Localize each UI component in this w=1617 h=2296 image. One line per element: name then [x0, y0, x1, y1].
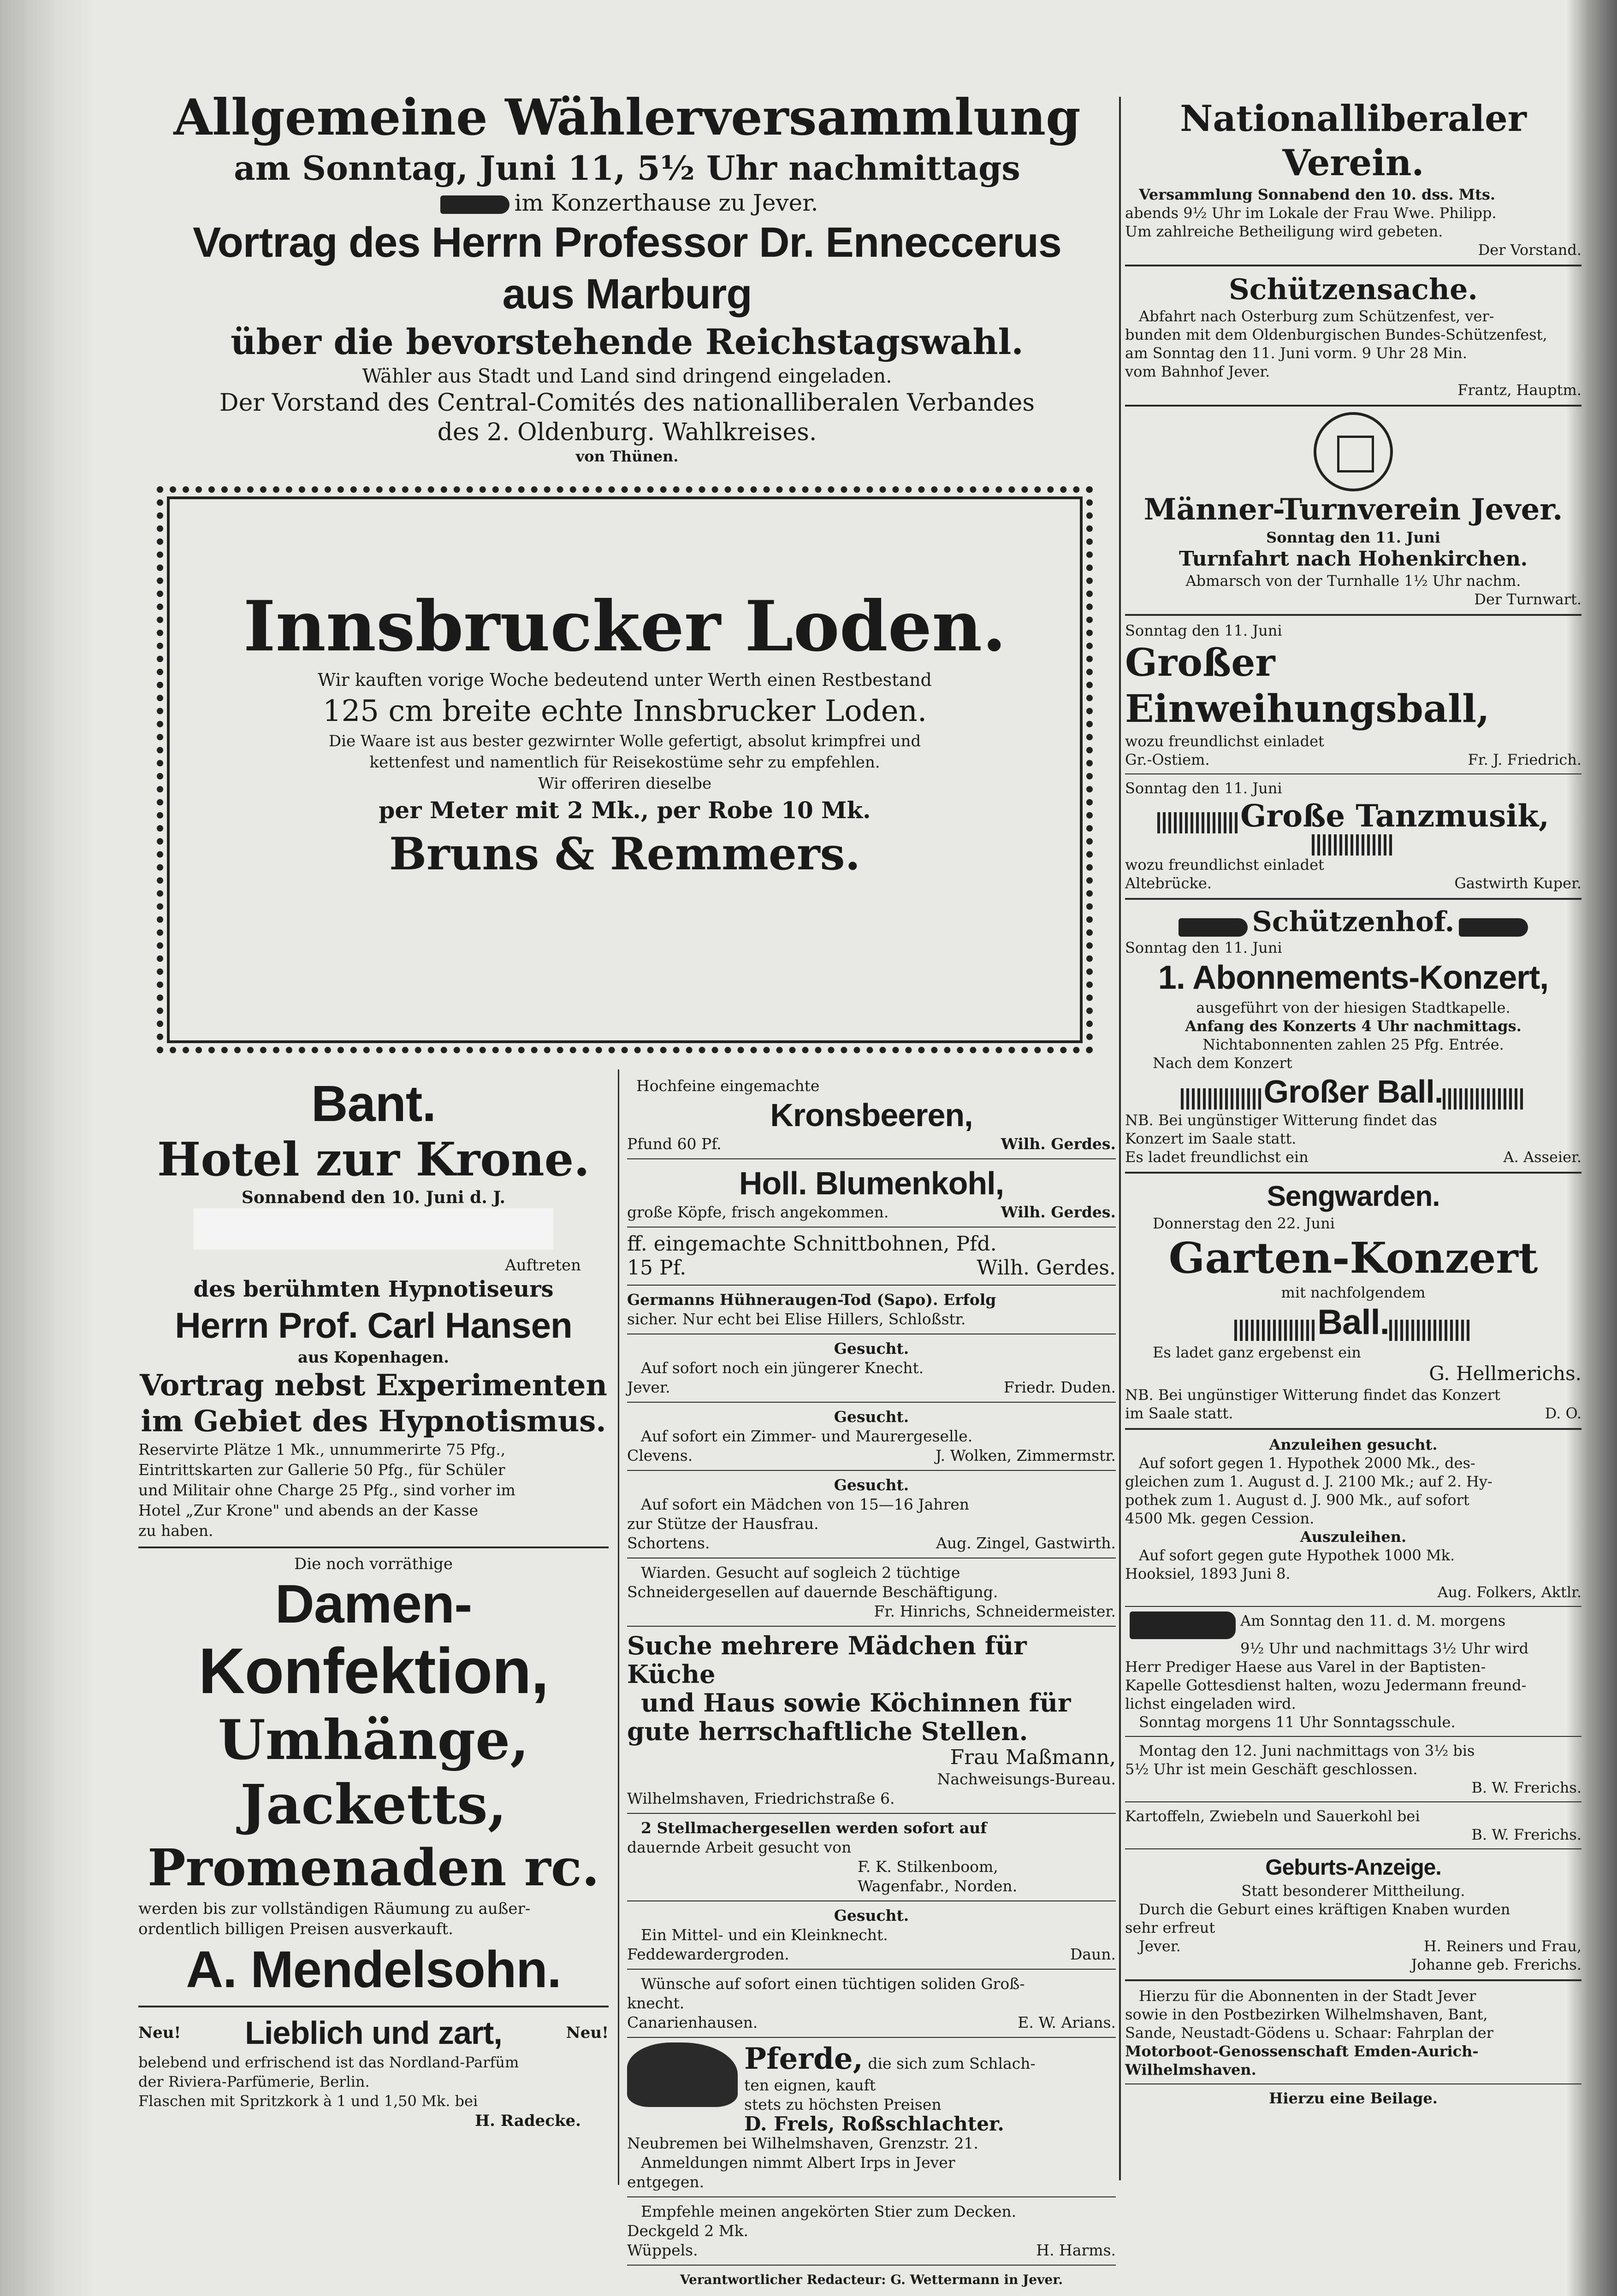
hz-right-line-2: sowie in den Postbezirken Wilhelmshaven, Bant,: [1125, 2006, 1488, 2023]
kb-firm: Wilh. Gerdes.: [1001, 1135, 1116, 1153]
bant-topic-1: Vortrag nebst Experimenten: [139, 1368, 608, 1403]
stier-place: Wüppels.: [627, 2241, 698, 2259]
an-line-3: pothek zum 1. August d. J. 900 Mk., auf sofort: [1125, 1491, 1469, 1509]
tm-name: Gastwirth Kuper.: [1454, 874, 1581, 892]
nb-line-2: im Saale statt.: [1125, 1405, 1233, 1422]
redakteur-line: Verantwortlicher Redacteur: G. Wettermann in Jever.: [680, 2272, 1063, 2287]
ga-line-1: Statt besonderer Mittheilung.: [1241, 1882, 1465, 1900]
damen-word-3: Umhänge,: [218, 1708, 529, 1772]
kb-title: Kronsbeeren,: [770, 1097, 973, 1133]
classifieds-column: [627, 1076, 1116, 2290]
an-line-4: 4500 Mk. gegen Cession.: [1125, 1510, 1315, 1527]
gb-line-2: Konzert im Saale statt.: [1125, 1130, 1297, 1147]
bant-performer: Herrn Prof. Carl Hansen: [175, 1305, 572, 1346]
parfum-new-right: Neu!: [566, 2024, 609, 2042]
ad-committee-2: des 2. Oldenburg. Wahlkreises.: [437, 419, 817, 446]
au-title: Auszuleihen.: [1300, 1528, 1407, 1546]
turner-cross-emblem-icon: [1314, 412, 1393, 491]
sh-title: Schützenhof.: [1252, 906, 1455, 938]
damen-word-4: Jacketts,: [240, 1772, 507, 1836]
eb-place: Gr.-Ostiem.: [1125, 751, 1210, 768]
ak-line-3: Nichtabonnenten zahlen 25 Pfg. Entrée.: [1202, 1036, 1504, 1053]
bant-line-1: Auftreten: [505, 1256, 581, 1275]
hz-line-2: sicher. Nur echt bei Elise Hillers, Schloßstr.: [627, 1310, 966, 1328]
ga-line-2: Durch die Geburt eines kräftigen Knaben wurden: [1139, 1901, 1510, 1918]
eb-invite: wozu freundlichst einladet: [1125, 732, 1324, 750]
bk-text: große Köpfe, frisch angekommen.: [627, 1203, 889, 1221]
ka-line: Kartoffeln, Zwiebeln und Sauerkohl bei: [1125, 1807, 1420, 1825]
gesucht-heading-2: Gesucht.: [834, 1408, 909, 1426]
nb-line-1: NB. Bei ungünstiger Witterung findet das Konzert: [1125, 1386, 1500, 1404]
au-line-1: Auf sofort gegen gute Hypothek 1000 Mk.: [1139, 1546, 1455, 1564]
gesucht-heading-1: Gesucht.: [834, 1340, 909, 1358]
au-name: Aug. Folkers, Aktlr.: [1437, 1583, 1581, 1601]
loden-line-5: Wir offeriren dieselbe: [538, 774, 712, 793]
sg-date: Donnerstag den 22. Juni: [1153, 1215, 1335, 1232]
suche-name: Frau Maßmann,: [950, 1746, 1116, 1769]
gb-title: Großer Ball.: [1263, 1074, 1443, 1110]
loden-firm: Bruns & Remmers.: [389, 828, 860, 880]
ga-line-3: sehr erfreut: [1125, 1919, 1215, 1936]
wiarden-name: Fr. Hinrichs, Schneidermeister.: [874, 1602, 1116, 1620]
tm-title: Große Tanzmusik,: [1240, 798, 1550, 834]
bant-price-1: Reservirte Plätze 1 Mk., unnummerirte 75 Pfg.,: [138, 1440, 506, 1458]
tv-line-3: Abmarsch von der Turnhalle 1½ Uhr nachm.: [1185, 572, 1521, 590]
parfum-line-1: belebend und erfrischend ist das Nordland-Parfüm: [138, 2054, 519, 2071]
parfum-firm: H. Radecke.: [475, 2112, 581, 2130]
damen-text-1: werden bis zur vollständigen Räumung zu außer-: [138, 1900, 531, 1918]
gk-title: Garten-Konzert: [1168, 1233, 1538, 1283]
sz-line-2: bunden mit dem Oldenburgischen Bundes-Schützenfest,: [1125, 326, 1547, 343]
tv-line-2: Turnfahrt nach Hohenkirchen.: [1179, 547, 1528, 571]
sz-line-1: Abfahrt nach Osterburg zum Schützenfest, ver-: [1139, 307, 1494, 325]
column-rule: [1119, 97, 1121, 2180]
ad-date: am Sonntag, Juni 11, 5½ Uhr nachmittags: [234, 148, 1020, 188]
ad-from: aus Marburg: [502, 271, 752, 318]
nl-sign: Der Vorstand.: [1478, 241, 1581, 259]
tv-sign: Der Turnwart.: [1474, 590, 1581, 608]
ga-name-2: Johanne geb. Frerichs.: [1411, 1956, 1581, 1973]
pferde-line-2: ten eignen, kauft: [744, 2076, 876, 2094]
sz-line-3: am Sonntag den 11. Juni vorm. 9 Uhr 28 Min.: [1125, 344, 1467, 362]
pointing-hand-prediger-icon: [1130, 1611, 1236, 1639]
fr-line-2: 5½ Uhr ist mein Geschäft geschlossen.: [1125, 1760, 1418, 1778]
nl-line-2: abends 9½ Uhr im Lokale der Frau Wwe. Philipp.: [1125, 204, 1497, 222]
gk-invite: Es ladet ganz ergebenst ein: [1153, 1344, 1361, 1361]
pointing-hand-icon: [440, 195, 509, 214]
eb-name: Fr. J. Friedrich.: [1468, 751, 1581, 768]
bant-column: [138, 1076, 609, 2131]
nb-sign: D. O.: [1545, 1405, 1581, 1422]
stier-name: H. Harms.: [1036, 2241, 1116, 2259]
tv-title: Männer-Turnverein Jever.: [1143, 492, 1563, 527]
ornament-ball-right-icon: [1443, 1088, 1526, 1110]
gesucht-heading-4: Gesucht.: [834, 1906, 909, 1924]
sz-line-4: vom Bahnhof Jever.: [1125, 363, 1270, 380]
hz-right-line-4: Motorboot-Genossenschaft Emden-Aurich-: [1125, 2042, 1479, 2060]
bant-title: Bant.: [311, 1075, 436, 1132]
pferde-line-4: Anmeldungen nimmt Albert Irps in Jever: [641, 2154, 955, 2172]
ga-name-1: H. Reiners und Frau,: [1423, 1937, 1581, 1955]
g3-line-2: zur Stütze der Hausfrau.: [627, 1515, 819, 1533]
pr-line-5: lichst eingeladen wird.: [1125, 1695, 1296, 1712]
ad-signature: von Thünen.: [575, 448, 679, 465]
an-line-1: Auf sofort gegen 1. Hypothek 2000 Mk., des-: [1139, 1454, 1475, 1472]
au-line-2: Hooksiel, 1893 Juni 8.: [1125, 1565, 1291, 1582]
gesucht-heading-3: Gesucht.: [834, 1476, 909, 1494]
ad-committee: Der Vorstand des Central-Comités des nationalliberalen Verbandes: [219, 389, 1035, 417]
pferde-line-3: stets zu höchsten Preisen: [744, 2095, 942, 2113]
loden-line-4: kettenfest und namentlich für Reisekostüme sehr zu empfehlen.: [369, 753, 880, 772]
loden-ad-frame: [157, 486, 1093, 1053]
right-column: [1125, 69, 1581, 2107]
suche-line-3: gute herrschaftliche Stellen.: [627, 1717, 1028, 1746]
g4-text: Ein Mittel- und ein Kleinknecht.: [641, 1926, 888, 1944]
pr-line-6: Sonntag morgens 11 Uhr Sonntagsschule.: [1139, 1713, 1456, 1731]
eb-title: Großer Einweihungsball,: [1125, 641, 1490, 731]
bk-firm: Wilh. Gerdes.: [1001, 1203, 1116, 1221]
pferde-addr: Neubremen bei Wilhelmshaven, Grenzstr. 21.: [627, 2134, 978, 2152]
sg-title: Sengwarden.: [1267, 1180, 1440, 1212]
hz-right-line-3: Sande, Neustadt-Gödens u. Schaar: Fahrplan der: [1125, 2024, 1494, 2042]
bant-price-2: Eintrittskarten zur Gallerie 50 Pfg., für Schüler: [138, 1461, 505, 1479]
nl-title: Nationalliberaler Verein.: [1180, 98, 1527, 184]
suche-addr: Wilhelmshaven, Friedrichstraße 6.: [627, 1789, 895, 1807]
ak-line-2: Anfang des Konzerts 4 Uhr nachmittags.: [1185, 1017, 1522, 1035]
fr-name: B. W. Frerichs.: [1471, 1779, 1581, 1796]
beilage-line: Hierzu eine Beilage.: [1269, 2089, 1438, 2107]
g3-name: Aug. Zingel, Gastwirth.: [936, 1534, 1116, 1552]
tm-invite: wozu freundlichst einladet: [1125, 856, 1324, 874]
damaged-area: [194, 1208, 553, 1250]
newspaper-page: [138, 69, 1581, 2287]
stell-line-2: dauernde Arbeit gesucht von: [627, 1838, 852, 1856]
pr-line-2: 9½ Uhr und nachmittags 3½ Uhr wird: [1240, 1640, 1529, 1657]
gk-sub: mit nachfolgendem: [1281, 1284, 1426, 1301]
damen-word-2: Konfektion,: [198, 1635, 549, 1707]
pr-line-4: Kapelle Gottesdienst halten, wozu Jedermann freund-: [1125, 1676, 1527, 1694]
stell-name: F. K. Stilkenboom,: [858, 1858, 998, 1876]
pferde-name: D. Frels, Roßschlachter.: [744, 2113, 1004, 2135]
eb-date: Sonntag den 11. Juni: [1125, 622, 1282, 639]
gk-place: Canarienhausen.: [627, 2013, 758, 2031]
nl-line-3: Um zahlreiche Betheiligung wird gebeten.: [1125, 223, 1443, 240]
g4-place: Feddewardergroden.: [627, 1945, 789, 1963]
damen-intro: Die noch vorräthige: [294, 1555, 453, 1573]
bk-title: Holl. Blumenkohl,: [739, 1165, 1004, 1201]
pferde-line-5: entgegen.: [627, 2173, 705, 2191]
kb-intro: Hochfeine eingemachte: [636, 1077, 820, 1095]
suche-sub: Nachweisungs-Bureau.: [937, 1770, 1116, 1788]
loden-title: Innsbrucker Loden.: [243, 586, 1007, 667]
g3-line-1: Auf sofort ein Mädchen von 15—16 Jahren: [641, 1495, 970, 1513]
pferde-title: Pferde,: [744, 2042, 863, 2076]
bant-origin: aus Kopenhagen.: [297, 1348, 450, 1367]
damen-firm: A. Mendelsohn.: [186, 1941, 561, 1998]
gb-line-3: Es ladet freundlichst ein: [1125, 1148, 1309, 1166]
wiarden-line-2: Schneidergesellen auf dauernde Beschäftigung.: [627, 1583, 998, 1601]
loden-line-3: Die Waare ist aus bester gezwirnter Wolle gefertigt, absolut krimpfrei und: [328, 732, 921, 750]
ad-lecture: Vortrag des Herrn Professor Dr. Enneccerus: [193, 219, 1061, 266]
loden-price: per Meter mit 2 Mk., per Robe 10 Mk.: [379, 797, 871, 824]
ga-place: Jever.: [1139, 1937, 1181, 1955]
ak-line-4: Nach dem Konzert: [1153, 1054, 1292, 1072]
g3-place: Schortens.: [627, 1534, 710, 1552]
gb-line-1: NB. Bei ungünstiger Witterung findet das: [1125, 1111, 1437, 1129]
pr-line-1: Am Sonntag den 11. d. M. morgens: [1240, 1612, 1506, 1629]
damen-word-1: Damen-: [275, 1574, 472, 1635]
tm-date: Sonntag den 11. Juni: [1125, 779, 1282, 797]
sub-column-rule: [618, 1069, 619, 2185]
pr-line-3: Herr Prediger Haese aus Varel in der Baptisten-: [1125, 1658, 1486, 1676]
ak-line-1: ausgeführt von der hiesigen Stadtkapelle.: [1196, 999, 1510, 1016]
gk-name: G. Hellmerichs.: [1429, 1362, 1581, 1385]
pferde-line-1: die sich zum Schlach-: [868, 2054, 1036, 2072]
left-columns: [138, 69, 1116, 2287]
waehlerversammlung-ad: [138, 69, 1116, 466]
damen-word-5: Promenaden rc.: [147, 1838, 600, 1897]
an-line-2: gleichen zum 1. August d. J. 2100 Mk.; auf 2. Hy-: [1125, 1473, 1493, 1490]
wiarden-line-1: Wiarden. Gesucht auf sogleich 2 tüchtige: [641, 1564, 960, 1582]
bant-price-4: Hotel „Zur Krone" und abends an der Kasse: [138, 1501, 479, 1519]
g1-text: Auf sofort noch ein jüngerer Knecht.: [641, 1359, 924, 1377]
gk-line-1: Wünsche auf sofort einen tüchtigen soliden Groß-: [641, 1975, 1025, 1993]
ornament-garten-right-icon: [1389, 1320, 1472, 1341]
ad-invite: Wähler aus Stadt und Land sind dringend eingeladen.: [362, 365, 892, 387]
ad-title: Allgemeine Wählerversammlung: [173, 89, 1081, 147]
kb-price: Pfund 60 Pf.: [627, 1135, 722, 1153]
gk-ball: Ball.: [1317, 1303, 1389, 1342]
g1-name: Friedr. Duden.: [1003, 1378, 1116, 1396]
g4-name: Daun.: [1070, 1945, 1116, 1963]
ad-place: im Konzerthause zu Jever.: [514, 189, 818, 216]
g1-place: Jever.: [627, 1378, 670, 1396]
g2-text: Auf sofort ein Zimmer- und Maurergeselle.: [641, 1427, 973, 1445]
pointing-hand-left-icon: [1179, 918, 1248, 937]
ornament-ball-left-icon: [1181, 1088, 1264, 1110]
nl-line-1: Versammlung Sonnabend den 10. dss. Mts.: [1139, 186, 1496, 203]
ad-topic: über die bevorstehende Reichstagswahl.: [231, 321, 1024, 362]
hz-line-1: Germanns Hühneraugen-Tod (Sapo). Erfolg: [627, 1291, 996, 1309]
gb-name: A. Asseier.: [1503, 1148, 1581, 1166]
sb-line-2: 15 Pf.: [627, 1256, 687, 1280]
loden-line-1: Wir kauften vorige Woche bedeutend unter Werth einen Restbestand: [318, 670, 932, 690]
horse-icon: [627, 2042, 738, 2107]
page-binding: [0, 0, 97, 2296]
stell-sub: Wagenfabr., Norden.: [858, 1877, 1018, 1895]
g2-place: Clevens.: [627, 1446, 693, 1464]
sb-firm: Wilh. Gerdes.: [977, 1256, 1116, 1280]
damen-text-2: ordentlich billigen Preisen ausverkauft.: [138, 1920, 453, 1938]
sz-title: Schützensache.: [1229, 272, 1478, 306]
an-title: Anzuleihen gesucht.: [1269, 1436, 1438, 1453]
loden-line-2: 125 cm breite echte Innsbrucker Loden.: [322, 694, 927, 728]
ka-name: B. W. Frerichs.: [1471, 1826, 1581, 1843]
pointing-hand-right-icon: [1459, 918, 1528, 937]
gk-line-2: knecht.: [627, 1994, 685, 2012]
stier-line-1: Empfehle meinen angekörten Stier zum Decken.: [641, 2202, 1017, 2220]
tm-place: Altebrücke.: [1125, 874, 1212, 892]
g2-name: J. Wolken, Zimmermstr.: [935, 1446, 1116, 1464]
stell-line-1: 2 Stellmachergesellen werden sofort auf: [641, 1819, 987, 1837]
parfum-title: Lieblich und zart,: [245, 2015, 502, 2051]
ornament-right-icon: [1312, 834, 1395, 856]
tv-line-1: Sonntag den 11. Juni: [1266, 529, 1440, 546]
ornament-garten-left-icon: [1234, 1320, 1317, 1341]
sb-line-1: ff. eingemachte Schnittbohnen, Pfd.: [627, 1232, 997, 1256]
bant-hotel: Hotel zur Krone.: [157, 1132, 590, 1186]
parfum-new-left: Neu!: [138, 2024, 181, 2042]
hz-right-line-5: Wilhelmshaven.: [1125, 2061, 1256, 2078]
ornament-left-icon: [1157, 812, 1240, 833]
parfum-line-3: Flaschen mit Spritzkork à 1 und 1,50 Mk. bei: [138, 2092, 478, 2110]
bant-price-5: zu haben.: [138, 1522, 213, 1540]
ak-title: 1. Abonnements-Konzert,: [1158, 959, 1549, 996]
sh-date: Sonntag den 11. Juni: [1125, 939, 1282, 956]
bant-line-2: des berühmten Hypnotiseurs: [193, 1276, 554, 1302]
hz-right-line-1: Hierzu für die Abonnenten in der Stadt Jever: [1139, 1987, 1476, 2005]
sz-sign: Frantz, Hauptm.: [1457, 381, 1581, 399]
gk-name: E. W. Arians.: [1018, 2013, 1116, 2031]
stier-line-2: Deckgeld 2 Mk.: [627, 2222, 749, 2240]
suche-line-1: Suche mehrere Mädchen für Küche: [627, 1631, 1027, 1689]
parfum-line-2: der Riviera-Parfümerie, Berlin.: [138, 2073, 370, 2090]
fr-line-1: Montag den 12. Juni nachmittags von 3½ bis: [1139, 1742, 1475, 1759]
ga-title: Geburts-Anzeige.: [1265, 1855, 1441, 1880]
bant-price-3: und Militair ohne Charge 25 Pfg., sind vorher im: [138, 1481, 515, 1499]
suche-line-2: und Haus sowie Köchinnen für: [641, 1688, 1071, 1718]
bant-topic-2: im Gebiet des Hypnotismus.: [141, 1404, 606, 1439]
bant-date: Sonnabend den 10. Juni d. J.: [241, 1188, 506, 1207]
